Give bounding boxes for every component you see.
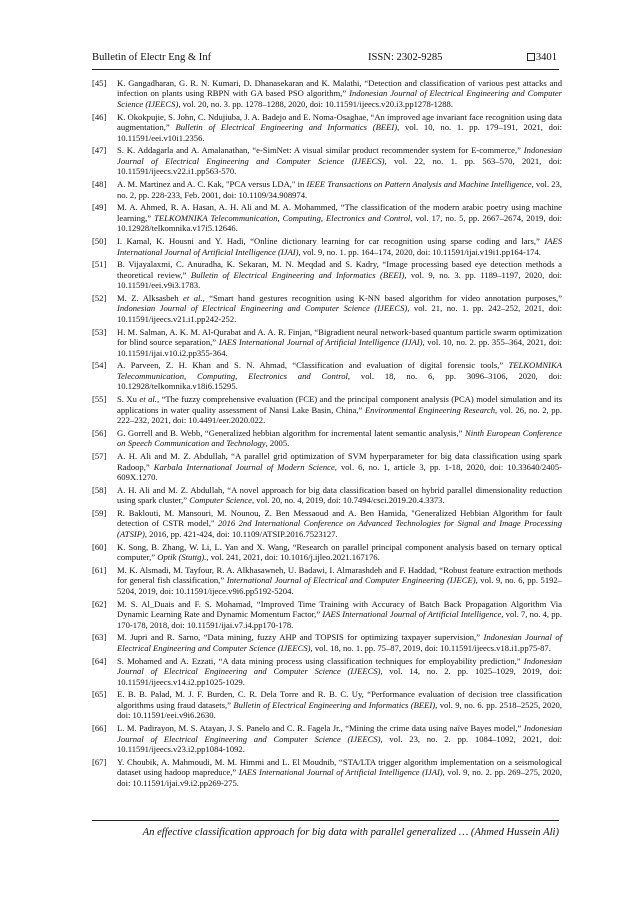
reference-text: L. M. Padirayon, M. S. Atayan, J. S. Panelo and C. R. Fagela Jr., “Mining the crime data using naïve Bayes model,”: [117, 723, 524, 734]
reference-venue: IAES International Journal of Artificial Intelligence (IJAI): [117, 236, 562, 257]
reference-number: [47]: [92, 145, 107, 156]
reference-item: [92, 632, 562, 653]
reference-text: , vol. 7, no. 4, pp. 170-178, 2018, doi: 10.11591/ijai.v7.i4.pp170-178.: [117, 609, 562, 630]
reference-text: , vol. 6, no. 1, article 3, pp. 1-18, 2020, doi: 10.33640/2405-609X.1270.: [117, 461, 562, 482]
reference-item: [92, 179, 562, 200]
reference-venue: IAES International Journal of Artificial Intelligence (IJAI): [238, 767, 443, 778]
reference-item: [92, 689, 562, 720]
reference-number: [51]: [92, 259, 107, 270]
reference-text: H. M. Salman, A. K. M. Al-Qurabat and A. A. R. Finjan, “Bigradient neural network-based quantum particle swarm optimization for blind source separation,”: [117, 326, 562, 348]
footer-rule: [92, 820, 559, 821]
reference-venue: Karbala International Journal of Modern Science: [153, 461, 335, 472]
reference-number: [52]: [92, 293, 107, 304]
reference-venue: et al.: [183, 293, 203, 304]
reference-text: , vol. 18, no. 6, pp. 3096–3106, 2020, doi: 10.12928/telkomnika.v18i6.15295.: [117, 370, 562, 392]
reference-text: , vol. 21, no. 1. pp. 242–252, 2021, doi: 10.11591/ijeecs.v21.i1.pp242-252.: [117, 303, 562, 324]
reference-number: [50]: [92, 236, 107, 247]
reference-number: [56]: [92, 427, 107, 438]
reference-number: [53]: [92, 326, 107, 337]
reference-venue: Indonesian Journal of Electrical Engineering and Computer Science (IJEECS): [117, 88, 562, 109]
reference-text: Y. Choubik, A. Mahmoudi, M. M. Himmi and L. El Moudnib, “STA/LTA trigger algorithm implementation on a seismological dataset using hadoop mapreduce,”: [117, 756, 562, 778]
reference-item: [92, 202, 562, 233]
reference-text: S. K. Addagarla and A. Amalanathan, “e-SimNet: A visual similar product recommender system for E-commerce,”: [117, 145, 524, 156]
reference-text: S. Xu: [117, 394, 140, 405]
reference-text: M. A. Ahmed, R. A. Hasan, A. H. Ali and M. A. Mohammed, “The classification of the modern arabic poetry using machine learning,”: [117, 202, 562, 223]
reference-number: [58]: [92, 484, 107, 495]
reference-text: , vol. 9, no. 3. pp. 1189–1197, 2020, doi: 10.11591/eei.v9i3.1783.: [117, 269, 562, 291]
reference-venue: Indonesian Journal of Electrical Engineering and Computer Science (IJEECS): [117, 632, 563, 653]
reference-item: [92, 485, 562, 506]
reference-number: [65]: [92, 689, 107, 700]
reference-text: , 2016, pp. 421-424, doi: 10.1109/ATSIP.2016.7523127.: [144, 528, 338, 539]
reference-text: M. Jupri and R. Sarno, “Data mining, fuzzy AHP and TOPSIS for optimizing taxpayer supervision,”: [117, 632, 484, 643]
reference-item: [92, 565, 562, 596]
reference-text: K. Gangadharan, G. R. N. Kumari, D. Dhanasekaran and K. Malathi, “Detection and classification of various pest attacks and infection on plants using RBPN with GA based PSO algorithm,”: [117, 78, 562, 99]
reference-venue: Indonesian Journal of Electrical Engineering and Computer Science (IJEECS): [117, 655, 562, 677]
reference-venue: Indonesian Journal of Electrical Engineering and Computer Science (IJEECS): [117, 303, 408, 314]
reference-venue: Ninth European Conference on Speech Communication and Technology: [117, 427, 563, 449]
reference-item: [92, 757, 562, 788]
reference-venue: IAES International Journal of Artificial Intelligence (IJAI): [218, 337, 423, 348]
reference-venue: IAES International Journal of Artificial Intelligence: [322, 609, 502, 620]
reference-number: [46]: [92, 111, 107, 122]
reference-item: [92, 259, 562, 290]
reference-item: [92, 78, 562, 109]
running-footer: An effective classification approach for big data with parallel generalized … (Ahmed Hussein Ali): [142, 827, 559, 838]
issn-label: ISSN: 2302-9285: [368, 52, 443, 63]
page-number-group: [527, 51, 557, 64]
page-number: 3401: [535, 52, 557, 63]
reference-venue: Bulletin of Electrical Engineering and Informatics (BEEI): [190, 269, 405, 280]
reference-item: [92, 542, 562, 563]
reference-venue: Bulletin of Electrical Engineering and Informatics (BEEI): [175, 122, 398, 133]
reference-text: M. K. Alsmadi, M. Tayfour, R. A. Alkhasawneh, U. Badawi, I. Almarashdeh and F. Haddad, “Robust feature extraction methods for general fish classification,”: [117, 564, 562, 586]
reference-text: , vol. 9, no. 6, pp. 5192–5204, 2019, doi: 10.11591/ijece.v9i6.pp5192-5204.: [117, 575, 563, 596]
reference-list: [92, 78, 562, 790]
reference-number: [61]: [92, 564, 107, 575]
reference-text: , “The fuzzy comprehensive evaluation (FCE) and the principal component analysis (PCA) model simulation and its applications in water quality assessment of Nansi Lake Basin, China,”: [117, 394, 562, 415]
reference-text: K. Song, B. Zhang, W. Li, L. Yan and X. Wang, “Research on parallel principal component analysis based on ternary optical computer,”: [117, 541, 562, 563]
reference-item: [92, 112, 562, 143]
reference-venue: Computer Science: [189, 495, 252, 506]
reference-text: , vol. 23, no. 2. pp. 1084–1092, 2021, doi: 10.11591/ijeecs.v23.i2.pp1084-1092.: [117, 733, 562, 754]
reference-venue: Indonesian Journal of Electrical Engineering and Computer Science (IJEECS): [117, 145, 562, 166]
reference-venue: Environmental Engineering Research: [364, 404, 496, 415]
reference-text: I. Kamal, K. Housni and Y. Hadi, “Online dictionary learning for car recognition using sparse coding and lars,”: [117, 236, 545, 247]
reference-text: , vol. 22, no. 1. pp. 563–570, 2021, doi: 10.11591/ijeecs.v22.i1.pp563-570.: [117, 155, 562, 177]
reference-number: [62]: [92, 598, 107, 609]
reference-venue: TELKOMNIKA Telecommunication, Computing, Electronics and Control: [154, 212, 411, 223]
reference-text: , 2005.: [265, 438, 290, 449]
reference-venue: IEEE Transactions on Pattern Analysis and Machine Intelligence: [306, 179, 532, 190]
reference-text: M. S. Al_Duais and F. S. Mohamad, “Improved Time Training with Accuracy of Batch Back Propagation Algorithm Via Dynamic Learning Rate and Dynamic Momentum Factor,”: [117, 598, 562, 620]
header-rule: [92, 69, 559, 70]
reference-number: [67]: [92, 756, 107, 767]
reference-text: , vol. 10, no. 2. pp. 355–364, 2021, doi: 10.11591/ijai.v10.i2.pp355-364.: [117, 337, 563, 358]
reference-number: [45]: [92, 78, 107, 88]
reference-text: , vol. 20, no. 4, 2019, doi: 10.7494/csci.2019.20.4.3373.: [251, 495, 445, 506]
reference-number: [54]: [92, 360, 107, 371]
reference-item: [92, 723, 562, 754]
reference-venue: Optik (Stuttg).: [157, 552, 207, 563]
reference-text: , vol. 18, no. 1. pp. 75–87, 2019, doi: 10.11591/ijeecs.v18.i1.pp75-87.: [310, 642, 551, 653]
reference-item: [92, 145, 562, 176]
reference-venue: et al.: [139, 394, 157, 405]
reference-text: E. B. B. Palad, M. J. F. Burden, C. R. Dela Torre and R. B. C. Uy, “Performance evaluation of decision tree classification algorithms using fraud datasets,”: [117, 689, 562, 710]
reference-text: S. Mohamed and A. Ezzati, “A data mining process using classification techniques for employability prediction,”: [117, 655, 524, 666]
reference-text: , vol. 9, no. 1. pp. 164–174, 2020, doi: 10.11591/ijai.v19i1.pp164-174.: [298, 246, 541, 257]
reference-text: A. Parveen, Z. H. Khan and S. N. Ahmad, “Classification and evaluation of digital forensic tools,”: [117, 360, 509, 371]
reference-venue: Indonesian Journal of Electrical Engineering and Computer Science (IJEECS): [117, 723, 562, 744]
reference-item: [92, 293, 562, 324]
reference-item: [92, 236, 562, 257]
reference-number: [49]: [92, 202, 107, 213]
reference-text: A. H. Ali and M. Z. Abdullah, “A parallel grid optimization of SVM hyperparameter for big data classification using spark Radoop,”: [117, 451, 562, 472]
reference-number: [64]: [92, 655, 107, 666]
reference-text: G. Gorrell and B. Webb, “Generalized hebbian algorithm for incremental latent semantic analysis,”: [117, 427, 465, 438]
page-square-icon: [527, 53, 535, 61]
reference-text: , vol. 9, no. 2. pp. 269–275, 2020, doi: 10.11591/ijai.v9.i2.pp269-275.: [117, 767, 562, 788]
page-header: [92, 51, 557, 67]
reference-text: M. Z. Alksasbeh: [117, 293, 184, 304]
reference-item: [92, 394, 562, 425]
reference-text: A. H. Ali and M. Z. Abdullah, “A novel approach for big data classification based on hybrid parallel dimensionality reduction using spark cluster,”: [117, 484, 562, 506]
reference-text: , vol. 26, no. 2, pp. 222–232, 2021, doi: 10.4491/eer.2020.022.: [117, 404, 562, 426]
reference-item: [92, 599, 562, 630]
reference-text: , vol. 23, no. 2, pp. 228-233, Feb. 2001, doi: 10.1109/34.908974.: [117, 179, 562, 200]
reference-text: B. Vijayalaxmi, C. Anuradha, K. Sekaran, M. N. Meqdad and S. Kadry, “Image processing based eye detection methods a theoretical review,”: [117, 259, 562, 280]
reference-text: R. Baklouti, M. Mansouri, M. Nounou, Z. Ben Messaoud and A. Ben Hamida, "Generalized Hebbian Algorithm for fault detection of CSTR model,": [117, 508, 562, 529]
reference-venue: 2016 2nd International Conference on Advanced Technologies for Signal and Image Processing (ATSIP): [117, 518, 562, 539]
reference-text: , vol. 17, no. 5, pp. 2667–2674, 2019, doi: 10.12928/telkomnika.v17i5.12646.: [117, 212, 562, 234]
reference-text: , vol. 14, no. 2. pp. 1025–1029, 2019, doi: 10.11591/ijeecs.v14.i2.pp1025-1029.: [117, 666, 562, 687]
reference-venue: Bulletin of Electrical Engineering and Informatics (BEEI): [233, 699, 436, 710]
reference-text: K. Okokpujie, S. John, C. Ndujiuba, J. A. Badejo and E. Noma-Osaghae, “An improved age invariant face recognition using data augmentation,”: [117, 111, 562, 133]
reference-item: [92, 327, 562, 358]
reference-item: [92, 428, 562, 449]
reference-number: [55]: [92, 394, 107, 405]
reference-text: , “Smart hand gestures recognition using K-NN based algorithm for video annotation purposes,”: [202, 293, 563, 304]
journal-name: Bulletin of Electr Eng & Inf: [92, 52, 212, 63]
reference-text: , vol. 241, 2021, doi: 10.1016/j.ijleo.2021.167176.: [206, 552, 380, 563]
reference-number: [57]: [92, 451, 107, 462]
reference-text: A. M. Martinez and A. C. Kak, "PCA versus LDA," in: [117, 179, 307, 190]
reference-text: , vol. 10, no. 1. pp. 179–191, 2021, doi: 10.11591/eei.v10i1.2356.: [117, 122, 563, 143]
reference-number: [48]: [92, 179, 107, 190]
reference-number: [60]: [92, 541, 107, 552]
reference-venue: International Journal of Electrical and Computer Engineering (IJECE): [226, 575, 476, 586]
reference-item: [92, 451, 562, 482]
reference-number: [63]: [92, 632, 107, 643]
reference-item: [92, 508, 562, 539]
reference-number: [59]: [92, 508, 107, 519]
reference-venue: TELKOMNIKA Telecommunication, Computing, Electronics and Control: [117, 360, 562, 381]
reference-text: , vol. 20, no. 3. pp. 1278–1288, 2020, doi: 10.11591/ijeecs.v20.i3.pp1278-1288.: [178, 98, 453, 109]
reference-item: [92, 656, 562, 687]
reference-text: , vol. 9, no. 6. pp. 2518–2525, 2020, doi: 10.11591/eei.v9i6.2630.: [117, 699, 562, 721]
reference-item: [92, 360, 562, 391]
reference-number: [66]: [92, 723, 107, 734]
